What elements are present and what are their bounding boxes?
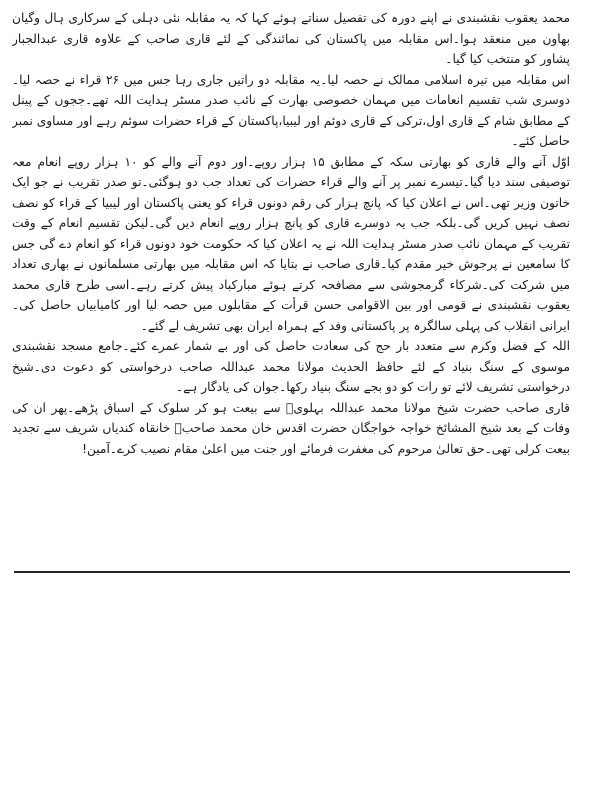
article-paragraph-2: اس مقابلہ میں تیرہ اسلامی ممالک نے حصہ لیا۔یہ مقابلہ دو راتیں جاری رہا جس میں ۲۶ قراء نے حصہ لیا۔دوسری شب تقسیم انعامات میں مہمان خصوصی بھارت کے نائب صدر مسٹر ہدایت اللہ تھے۔ججوں کے پینل کے مطابق شام کے قاری اول،ترکی کے قاری دوئم اور لیبیا،پاکستان کے قراء حضرات سوئم رہے اور مساوی نمبر حاصل کئے۔ — [12, 72, 570, 148]
article-page — [12, 8, 570, 568]
article-body — [12, 8, 570, 459]
article-paragraph-3: اوّل آنے والے قاری کو بھارتی سکہ کے مطابق ۱۵ ہزار روپے۔اور دوم آنے والے کو ۱۰ ہزار روپے انعام معہ توصیفی سند دیا گیا۔تیسرے نمبر پر آنے والے قراء حضرات کی تعداد جب دو ہوگئی۔تو صدر تقریب نے جو ایک خاتون وزیر تھی۔اس نے اعلان کیا کہ پانچ ہزار کی رقم دونوں قراء کو یعنی پاکستان اور لیبیا کے قراء کو نصف نصف نہیں کریں گی۔بلکہ جب یہ دوسرے قاری کو پانچ ہزار روپے انعام دیں گی۔لیکن تقسیم انعام کے وقت تقریب کے مہمان نائب صدر مسٹر ہدایت اللہ نے یہ اعلان کیا کہ حکومت خود دونوں قراء کو انعام دے گی جس کا سامعین نے پرجوش خیر مقدم کیا۔قاری صاحب نے بتایا کہ اس مقابلہ میں بھارتی مسلمانوں نے بھاری تعداد میں شرکت کی۔شرکاء گرمجوشی سے مصافحہ کرتے ہوئے مبارکباد پیش کرتے رہے۔اسی طرح قاری محمد یعقوب نقشبندی نے قومی اور بین الاقوامی حسن قرأت کے مقابلوں میں حصہ لیا اور کامیابیاں حاصل کی۔ایرانی انقلاب کی پہلی سالگرہ پر پاکستانی وفد کے ہمراہ ایران بھی تشریف لے گئے۔ — [12, 154, 570, 333]
article-paragraph-4: اللہ کے فضل وکرم سے متعدد بار حج کی سعادت حاصل کی اور بے شمار عمرے کئے۔جامع مسجد نقشبندی موسوی کے سنگ بنیاد کے لئے حافظ الحدیث مولانا محمد عبداللہ صاحب درخواستی کو دعوت دی۔شیخ درخواستی تشریف لائے تو رات کو دو بجے سنگ بنیاد رکھا۔جوان کی یادگار ہے۔ — [12, 339, 570, 394]
article-paragraph-1: محمد یعقوب نقشبندی نے اپنے دورہ کی تفصیل سناتے ہوئے کہا کہ یہ مقابلہ نئی دہلی کے سرکاری ہال وگیان بھاون میں منعقد ہوا۔اس مقابلہ میں پاکستان کی نمائندگی کے لئے قاری صاحب کے علاوہ قاری عبدالجبار پشاور کو منتخب کیا گیا۔ — [12, 11, 570, 66]
article-paragraph-5: قاری صاحب حضرت شیخ مولانا محمد عبداللہ بہلویؒ سے بیعت ہو کر سلوک کے اسباق پڑھے۔پھر ان کی وفات کے بعد شیخ المشائخ خواجہ خواجگان حضرت اقدس خان محمد صاحبؒ خانقاہ کندیاں شریف سے تجدید بیعت کرلی تھی۔حق تعالیٰ مرحوم کی مغفرت فرمائے اور جنت میں اعلیٰ مقام نصیب کرے۔آمین! — [12, 400, 570, 456]
end-of-article-rule — [14, 571, 570, 573]
